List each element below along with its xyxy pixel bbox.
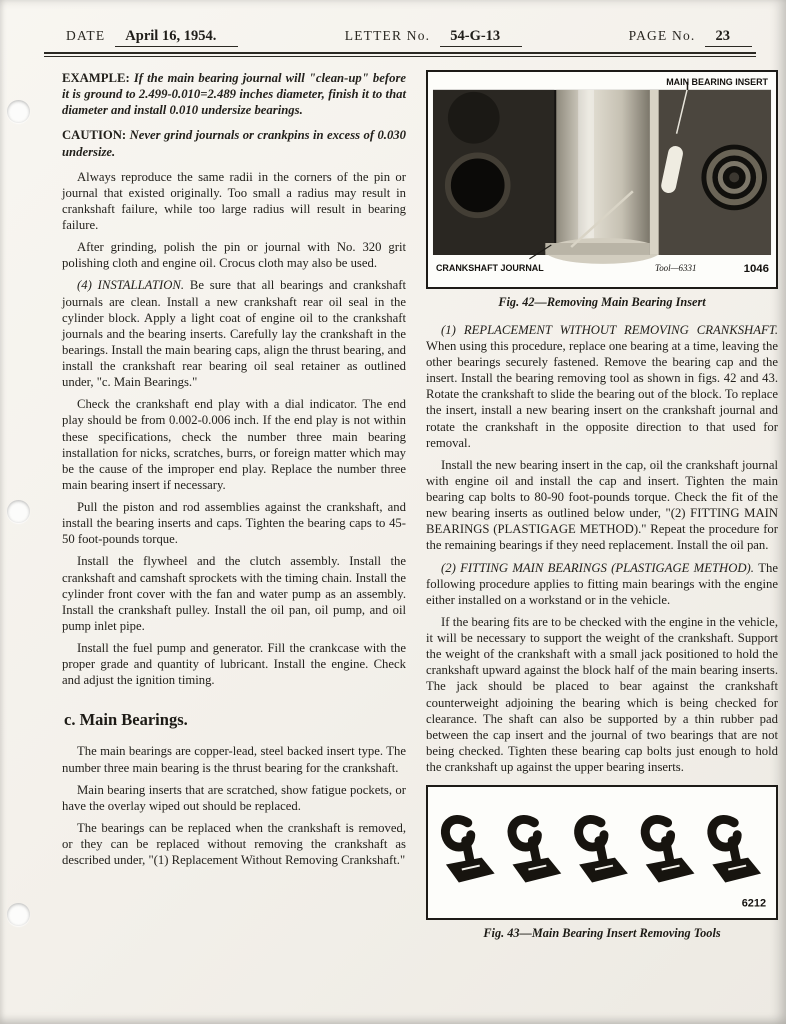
page-number-label: PAGE No. [628, 28, 696, 43]
caution-paragraph [62, 127, 406, 159]
main-bearing-insert-label: MAIN BEARING INSERT [666, 76, 769, 87]
installation-label: (4) INSTALLATION. [77, 278, 185, 293]
fitting-paragraph [426, 560, 778, 608]
page-header [0, 0, 786, 47]
installation-body: Be sure that all bearings and crankshaft journals are clean. Install a new crankshaft rear oil seal in the cylinder block. Apply a light coat of engine oil to the crankshaft journals and the bearing inserts. Carefully lay the crankshaft in the bearings. Install the main bearing caps, align the thrust bearing, and install the crankshaft rear bearing oil seal retainer as outlined under, "c. Main Bearings." [62, 278, 406, 390]
bearing-replace-paragraph: Main bearing inserts that are scratched, show fatigue pockets, or have the overlay wiped out should be replaced. [62, 782, 406, 813]
crankshaft-journal-label: CRANKSHAFT JOURNAL [435, 262, 544, 273]
content-columns [0, 57, 786, 953]
caution-body: Never grind journals or crankpins in excess of 0.030 undersize. [62, 128, 406, 159]
fitting-label: (2) FITTING MAIN BEARINGS (PLASTIGAGE METHOD). [441, 560, 754, 575]
date-field [66, 28, 238, 47]
main-bearings-heading: c. Main Bearings. [64, 710, 188, 730]
photo-number-label: 1046 [743, 262, 770, 275]
example-label: EXAMPLE: [62, 71, 130, 85]
install-insert-paragraph: Install the new bearing insert in the cap, oil the crankshaft journal with engine oil and install the cap and insert. Tighten the main bearing cap bolts to 80-90 foot-pounds torque. Check the fit of the new bearing inserts as outlined below under, "(2) FITTING MAIN BEARINGS (PLASTIGAGE METHOD)." Repeat the procedure for the remaining bearings if they need replacement. Install the oil pan. [426, 457, 778, 553]
bearing-type-paragraph: The main bearings are copper-lead, steel backed insert type. The number three main bearing is the thrust bearing for the crankshaft. [62, 744, 406, 775]
flywheel-paragraph: Install the flywheel and the clutch assembly. Install the crankshaft and camshaft sprockets with the timing chain. Install the cylinder front cover with the fan and water pump as an assembly. Install the crankshaft pulley. Install the oil pan, oil pump, and oil pump inlet pipe. [62, 554, 406, 633]
page-number-value: 23 [705, 28, 752, 47]
replacement-label: (1) REPLACEMENT WITHOUT REMOVING CRANKSHAFT. [441, 322, 778, 337]
figure-43 [426, 785, 778, 941]
installation-paragraph [62, 277, 406, 390]
replacement-paragraph [426, 322, 778, 451]
date-label: DATE [66, 28, 106, 43]
fuel-pump-paragraph: Install the fuel pump and generator. Fill the crankcase with the proper grade and quantity of lubricant. Install the engine. Check and adjust the ignition timing. [62, 641, 406, 688]
figure-43-number: 6212 [741, 897, 767, 910]
figure-43-caption: Fig. 43—Main Bearing Insert Removing Tools [483, 926, 721, 941]
left-column [62, 70, 406, 953]
letter-number-label: LETTER No. [344, 28, 431, 43]
replacement-body: When using this procedure, replace one bearing at a time, leaving the other bearings securely fastened. Remove the bearing cap and the insert. Install the bearing removing tool as shown in figs. 42 and 43. Rotate the crankshaft to slide the bearing out of the block. To replace the insert, install a new bearing insert on the crankshaft journal and rotate the crankshaft in the opposite direction to that used for removal. [426, 338, 778, 450]
example-paragraph [62, 70, 406, 118]
punch-hole-middle [7, 500, 30, 523]
caution-label: CAUTION: [62, 128, 127, 143]
example-body: If the main bearing journal will "clean-up" before it is ground to 2.499-0.010=2.489 inches diameter, finish it to that diameter and install 0.010 undersize bearings. [62, 71, 407, 118]
radii-paragraph: Always reproduce the same radii in the corners of the pin or journal that existed originally. Too small a radius may result in crankshaft failure, while too large radius will result in bearing failure. [62, 169, 406, 232]
end-play-paragraph: Check the crankshaft end play with a dial indicator. The end play should be from 0.002-0.006 inch. If the end play is not within these specifications, check the number three main bearing installation for nicks, scratches, burrs, or foreign matter which may be the cause of the improper end play. Replace the number three main bearing insert if necessary. [62, 397, 406, 492]
polish-paragraph: After grinding, polish the pin or journal with No. 320 grit polishing cloth and engine oil. Crocus cloth may also be used. [62, 240, 406, 271]
figure-42-photo [430, 74, 774, 285]
figure-42-caption: Fig. 42—Removing Main Bearing Insert [498, 294, 706, 309]
punch-hole-bottom [7, 903, 30, 926]
page-number-field [629, 28, 752, 47]
support-paragraph: If the bearing fits are to be checked with the engine in the vehicle, it will be necessary to support the weight of the crankshaft. Support the weight of the crankshaft with a small jack positioned to hold the crankshaft upward against the block half of the main bearing inserts. The jack should be placed to bear against the crankshaft counterweight adjoining the bearing which is being checked for clearance. The shaft can also be supported by a thin rubber pad between the cap insert and the journal of two bearings that are not being checked. Tighten these bearing cap bolts just enough to hold the crankshaft up against the upper bearing inserts. [426, 614, 778, 775]
letter-number-value: 54-G-13 [440, 28, 522, 47]
fitting-body: The following procedure applies to fitting main bearings with the engine either installed on a workstand or in the vehicle. [426, 560, 778, 607]
right-column [426, 70, 778, 953]
piston-rod-paragraph: Pull the piston and rod assemblies against the crankshaft, and install the bearing inserts and caps. Tighten the bearing caps to 45-50 foot-pounds torque. [62, 500, 406, 547]
tool-number-label: Tool—6331 [655, 262, 697, 273]
figure-42 [426, 70, 778, 310]
bearing-removal-paragraph: The bearings can be replaced when the crankshaft is removed, or they can be replaced without removing the crankshaft as described under, "(1) Replacement Without Removing Crankshaft." [62, 820, 406, 868]
tools-illustration [430, 789, 774, 916]
figure-43-frame [426, 785, 778, 920]
date-value: April 16, 1954. [115, 28, 238, 47]
punch-hole-top [7, 100, 30, 123]
letter-number-field [345, 28, 522, 47]
figure-42-frame [426, 70, 778, 289]
